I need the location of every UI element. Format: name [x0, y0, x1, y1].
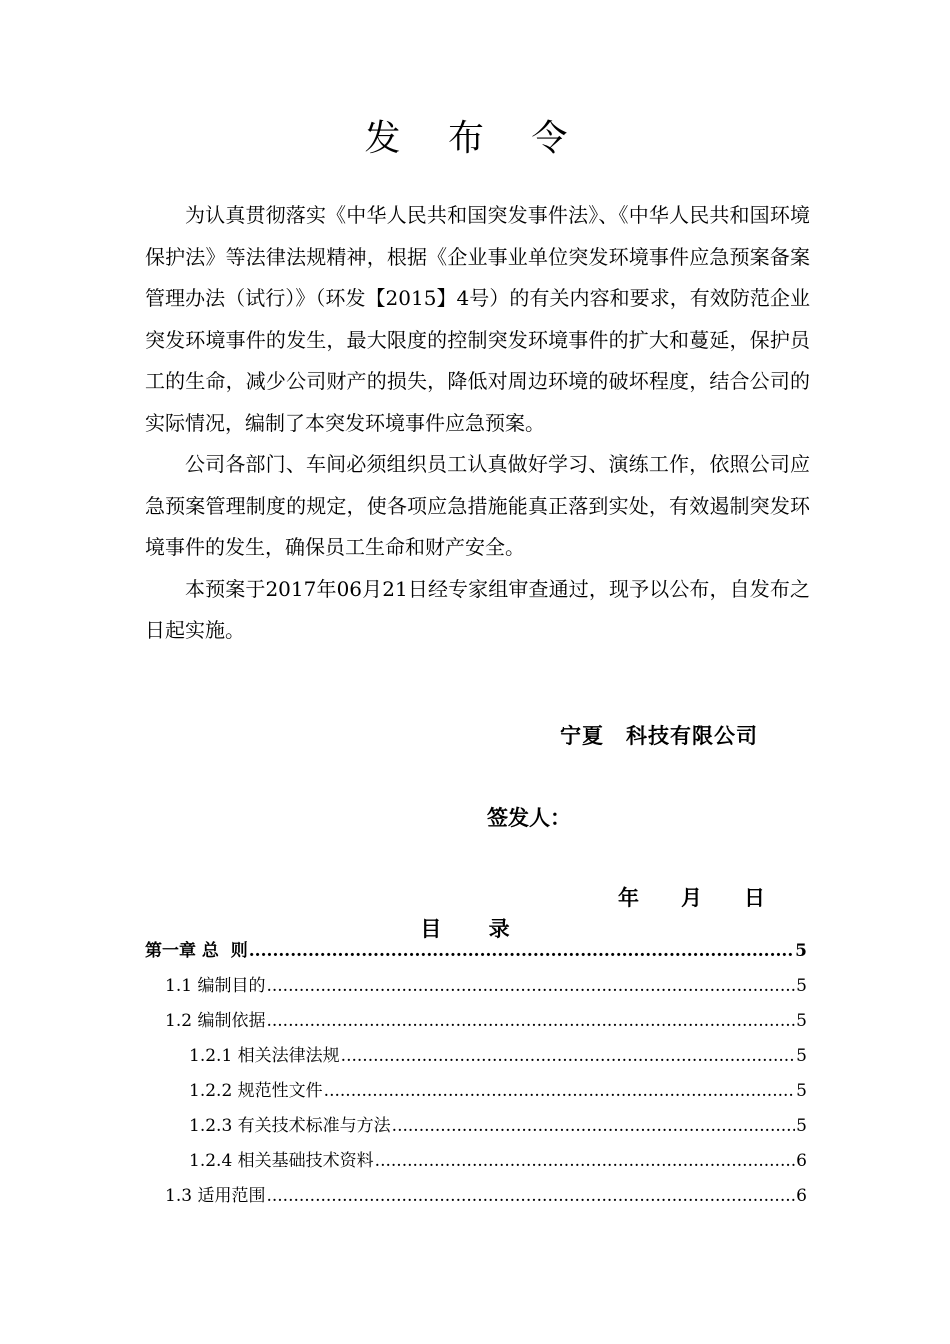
toc-leader-dots: [266, 1008, 795, 1034]
date-line: [618, 882, 765, 912]
toc-entry-label: 1.2.3 有关技术标准与方法: [189, 1116, 391, 1136]
toc-entry[interactable]: [145, 1078, 807, 1113]
toc-entry[interactable]: [145, 938, 807, 973]
document-title: 发 布 令: [364, 118, 586, 159]
toc-entry-label: 1.3 适用范围: [165, 1186, 266, 1206]
date-day: 日: [744, 886, 765, 910]
toc-leader-dots: [266, 973, 795, 999]
toc-leader-dots: [375, 1148, 796, 1174]
toc-entry-label: 1.2.1 相关法律法规: [189, 1046, 340, 1066]
toc-leader-dots: [249, 938, 794, 964]
date-year: 年: [618, 886, 639, 910]
toc-entry-page: 5: [796, 976, 807, 996]
toc-entry-label: 1.2.4 相关基础技术资料: [189, 1151, 374, 1171]
toc-leader-dots: [324, 1078, 796, 1104]
toc-leader-dots: [392, 1113, 796, 1139]
date-month: 月: [681, 886, 702, 910]
toc-entry-label: 1.2.2 规范性文件: [189, 1081, 323, 1101]
table-of-contents: [145, 938, 807, 1218]
toc-entry-page: 5: [796, 1011, 807, 1031]
toc-entry-page: 5: [795, 941, 807, 961]
toc-entry-page: 6: [796, 1151, 807, 1171]
toc-leader-dots: [266, 1183, 795, 1209]
company-name: 宁夏 科技有限公司: [560, 724, 758, 748]
toc-entry[interactable]: [145, 1043, 807, 1078]
toc-entry-page: 6: [796, 1186, 807, 1206]
paragraph-2: 公司各部门、车间必须组织员工认真做好学习、演练工作，依照公司应急预案管理制度的规定，使各项应急措施能真正落到实处，有效遏制突发环境事件的发生，确保员工生命和财产安全。: [145, 452, 810, 559]
toc-leader-dots: [341, 1043, 796, 1069]
paragraph-1: 为认真贯彻落实《中华人民共和国突发事件法》、《中华人民共和国环境保护法》等法律法规精神，根据《企业事业单位突发环境事件应急预案备案管理办法（试行）》（环发【2015】4号）的有关内容和要求，有效防范企业突发环境事件的发生，最大限度的控制突发环境事件的扩大和蔓延，保护员工的生命，减少公司财产的损失，降低对周边环境的破坏程度，结合公司的实际情况，编制了本突发环境事件应急预案。: [145, 203, 810, 435]
toc-entry-label: 第一章 总 则: [145, 941, 248, 961]
toc-entry[interactable]: [145, 1113, 807, 1148]
toc-entry-label: 1.2 编制依据: [165, 1011, 266, 1031]
signer-label: 签发人：: [487, 806, 571, 830]
toc-entry[interactable]: [145, 1008, 807, 1043]
toc-entry[interactable]: [145, 1148, 807, 1183]
paragraph-3: 本预案于2017年06月21日经专家组审查通过，现予以公布，自发布之日起实施。: [145, 576, 810, 642]
toc-entry-label: 1.1 编制目的: [165, 976, 266, 996]
toc-title: 目 录: [420, 917, 530, 941]
body-text: [145, 195, 810, 652]
toc-entry-page: 5: [796, 1081, 807, 1101]
toc-entry-page: 5: [796, 1046, 807, 1066]
toc-entry[interactable]: [145, 973, 807, 1008]
toc-entry[interactable]: [145, 1183, 807, 1218]
toc-entry-page: 5: [796, 1116, 807, 1136]
